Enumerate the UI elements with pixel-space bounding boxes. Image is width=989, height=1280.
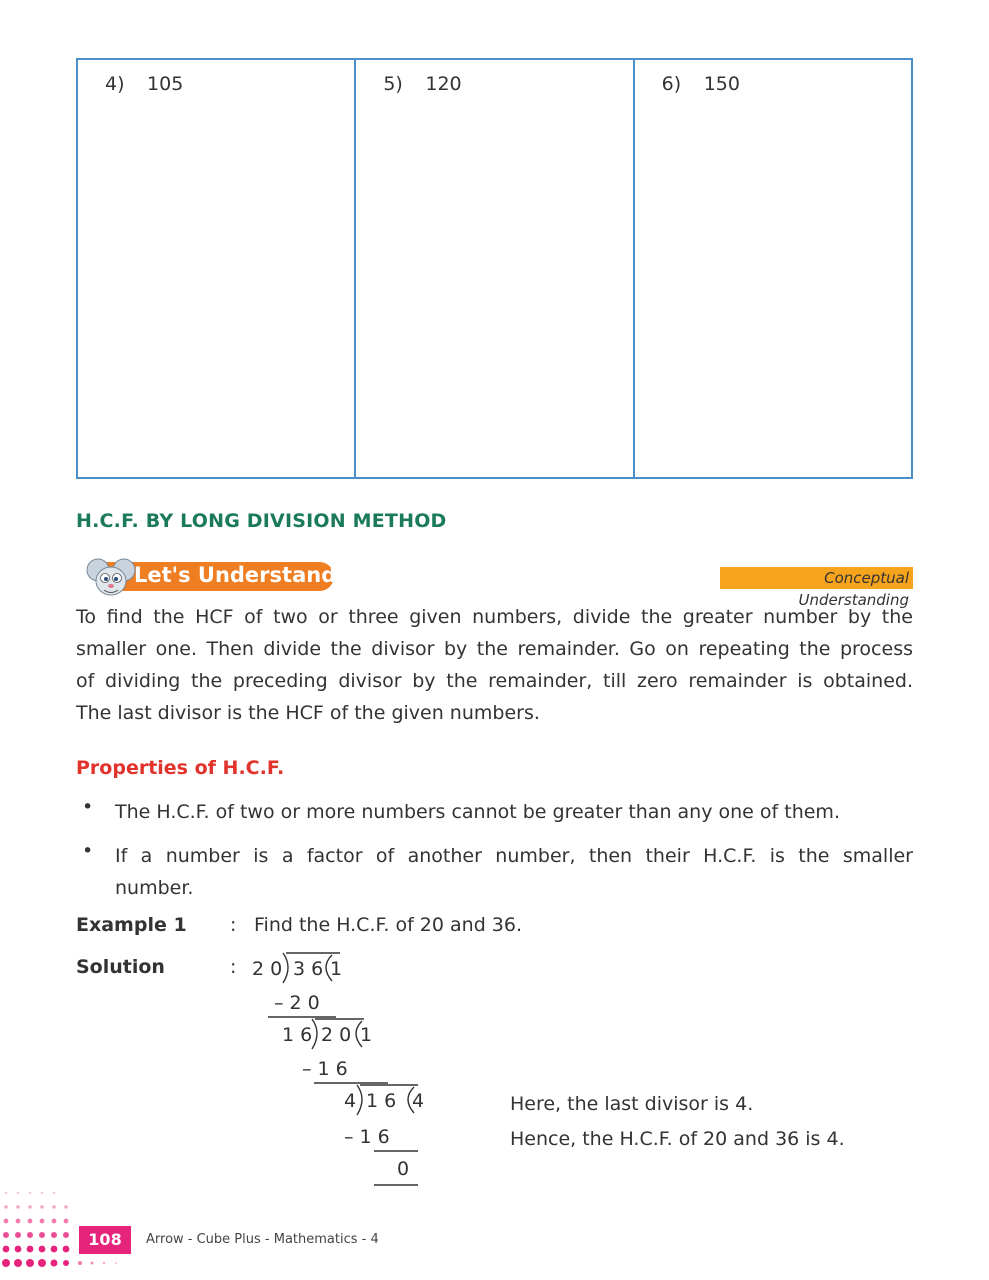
lets-understand-label: Let's Understand xyxy=(134,563,337,587)
step1-dividend: 3 6 xyxy=(293,958,324,980)
mouse-mascot-icon xyxy=(86,556,136,598)
step2-divisor: 1 6 xyxy=(282,1024,313,1046)
example-label: Example 1 xyxy=(76,914,187,936)
step2-dividend: 2 0 xyxy=(321,1024,352,1046)
properties-title: Properties of H.C.F. xyxy=(76,757,285,779)
step3-subtract: – 1 6 xyxy=(344,1126,390,1148)
division-bracket xyxy=(312,1019,317,1049)
paragraph-line: of dividing the preceding divisor by the remainder, till zero remainder is obtained. xyxy=(76,670,913,692)
question-value: 150 xyxy=(703,73,740,95)
conclusion-line-2: Hence, the H.C.F. of 20 and 36 is 4. xyxy=(510,1128,845,1150)
page-number: 108 xyxy=(79,1226,131,1254)
step1-subtract: – 2 0 xyxy=(274,992,320,1014)
solution-colon: : xyxy=(230,956,237,978)
answer-cell-5 xyxy=(354,60,632,477)
paragraph-line: smaller one. Then divide the divisor by the remainder. Go on repeating the process xyxy=(76,638,913,660)
step2-subtract: – 1 6 xyxy=(302,1058,348,1080)
property-line: If a number is a factor of another number, then their H.C.F. is the smaller xyxy=(115,845,913,867)
property-item-1: The H.C.F. of two or more numbers cannot be greater than any one of them. xyxy=(115,801,840,823)
question-number: 5) xyxy=(383,73,403,95)
footer-book-title: Arrow - Cube Plus - Mathematics - 4 xyxy=(146,1232,379,1247)
question-value: 105 xyxy=(147,73,184,95)
conceptual-understanding-tag: Conceptual Understanding xyxy=(720,567,913,589)
property-line: number. xyxy=(115,877,194,899)
division-bracket xyxy=(357,1085,362,1115)
bullet-icon: • xyxy=(82,796,94,818)
paragraph-line: To find the HCF of two or three given numbers, divide the greater number by the xyxy=(76,606,913,628)
bullet-icon: • xyxy=(82,840,94,862)
answer-table xyxy=(76,58,913,479)
step1-divisor: 2 0 xyxy=(252,958,283,980)
step2-quotient: 1 xyxy=(360,1024,373,1046)
question-number: 6) xyxy=(661,73,682,95)
answer-cell-4 xyxy=(78,60,354,477)
long-division-work xyxy=(240,945,460,1195)
example-question: Find the H.C.F. of 20 and 36. xyxy=(254,914,523,936)
step3-dividend: 1 6 xyxy=(366,1090,397,1112)
final-remainder: 0 xyxy=(397,1158,410,1180)
step3-divisor: 4 xyxy=(344,1090,357,1112)
step3-quotient: 4 xyxy=(412,1090,425,1112)
section-title: H.C.F. BY LONG DIVISION METHOD xyxy=(76,510,447,532)
division-bracket xyxy=(283,953,288,983)
example-colon: : xyxy=(230,914,237,936)
question-value: 120 xyxy=(425,73,462,95)
property-item-2 xyxy=(115,840,913,904)
explanation-paragraph xyxy=(76,601,913,729)
step1-quotient: 1 xyxy=(330,958,343,980)
conclusion-line-1: Here, the last divisor is 4. xyxy=(510,1093,754,1115)
question-number: 4) xyxy=(105,73,125,95)
solution-label: Solution xyxy=(76,956,165,978)
answer-cell-6 xyxy=(633,60,911,477)
paragraph-line: The last divisor is the HCF of the given numbers. xyxy=(76,702,540,724)
